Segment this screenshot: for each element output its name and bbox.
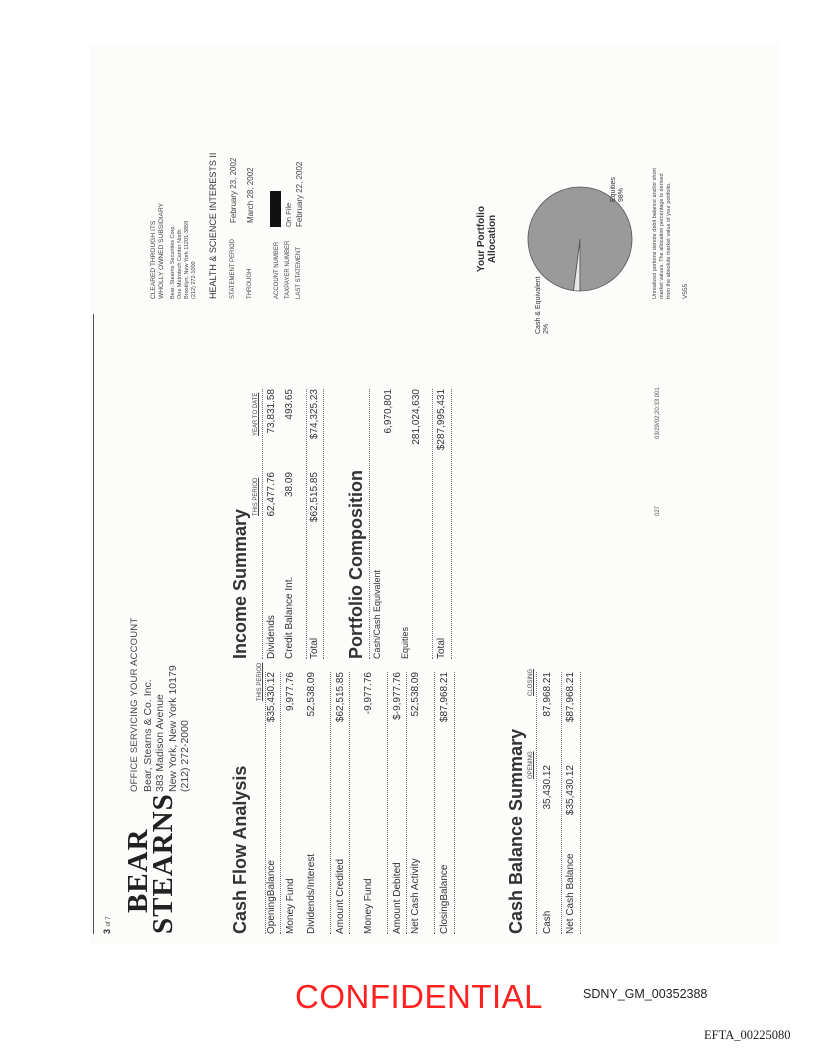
footer-timestamp: 03/29/02;20:33 001	[655, 387, 661, 439]
cash-flow-row: Net Cash Activity 52,538.09	[410, 672, 421, 934]
income-summary-title: Income Summary	[230, 508, 250, 659]
page-indicator	[102, 916, 112, 934]
portfolio-total-row: Total $287,995,431	[436, 389, 447, 659]
bear-stearns-logo: BEAR STEARNS	[122, 793, 179, 934]
this-period-header: THIS PERIOD	[253, 477, 259, 516]
statement-period-block: STATEMENT PERIOD February 23, 2002 THROUGH March 28, 2002	[229, 157, 255, 299]
cash-flow-row: Dividends/Interest 52,538.09	[306, 672, 317, 934]
cash-balance-title: Cash Balance Summary	[506, 728, 526, 934]
cash-flow-title: Cash Flow Analysis	[230, 765, 250, 934]
portfolio-title: Portfolio Composition	[346, 470, 366, 659]
header-divider	[93, 314, 95, 934]
income-row: Dividends 62,477.76 73,831.58	[266, 389, 277, 659]
portfolio-row: Cash/Cash Equivalent 6,970,801	[372, 389, 394, 659]
redacted-account-number	[270, 191, 281, 227]
footer-code: 027	[655, 505, 661, 516]
income-total-row: Total $62,515.85 $74,325.23	[309, 389, 320, 659]
equities-label: Equities 98%	[610, 177, 625, 202]
cash-flow-row: Money Fund -9,977.76	[363, 672, 374, 934]
cash-flow-row: ClosingBalance $87,968.21	[439, 672, 450, 934]
cash-flow-col-header: THIS PERIOD	[257, 662, 263, 701]
efta-number: EFTA_00225080	[704, 1028, 791, 1042]
clearing-info: CLEARED THROUGH ITS WHOLLY OWNED SUBSIDIARY Bear, Stearns Securities Corp. One Metrotech Center North Brooklyn, New York 11201-3859 (212) 272-1000	[150, 203, 197, 299]
cash-balance-row: Net Cash Balance $35,430.12 $87,968.21	[565, 672, 576, 934]
scanned-statement	[90, 44, 780, 944]
cash-balance-row: Cash 35,430.12 87,968.21	[542, 672, 553, 934]
cash-flow-row: Money Fund 9,977.76	[285, 672, 296, 934]
income-row: Credit Balance Int. 38.09 493.65	[284, 389, 295, 659]
cash-flow-row: Amount Credited $62,515.85	[335, 672, 346, 934]
year-to-date-header: YEAR TO DATE	[253, 392, 259, 436]
portfolio-row: Equities 281,024,630	[400, 389, 422, 659]
bates-number: SDNY_GM_00352388	[583, 987, 708, 1001]
confidential-stamp: CONFIDENTIAL	[295, 978, 544, 1015]
cash-flow-row: OpeningBalance $35,430.12	[266, 672, 277, 934]
pie-slice-equities	[528, 187, 632, 291]
account-name: HEALTH & SCIENCE INTERESTS II	[208, 152, 218, 299]
allocation-note: Unrealized portions denote debit balance and/or short market values. The allocation percentage is derived from the absolute market value of your portfolio.	[652, 168, 672, 299]
account-info-block: ACCOUNT NUMBER TAXPAYER NUMBER On File LAST STATEMENT February 22, 2002	[274, 189, 307, 299]
page-number: 3	[102, 928, 112, 934]
cash-flow-row: Amount Debited $-9,977.76	[392, 672, 403, 934]
allocation-title: Your Portfolio Allocation	[476, 206, 498, 272]
allocation-code: V555	[682, 283, 689, 299]
opening-header: OPENING	[528, 751, 534, 779]
closing-header: CLOSING	[528, 668, 534, 696]
cash-equivalent-label: Cash & Equivalent 2%	[535, 276, 550, 334]
page-of: of 7	[106, 916, 112, 927]
office-address: OFFICE SERVICING YOUR ACCOUNT Bear, Stearns & Co. Inc. 383 Madison Avenue New York, New York 10179 (212) 272-2000	[129, 617, 191, 792]
